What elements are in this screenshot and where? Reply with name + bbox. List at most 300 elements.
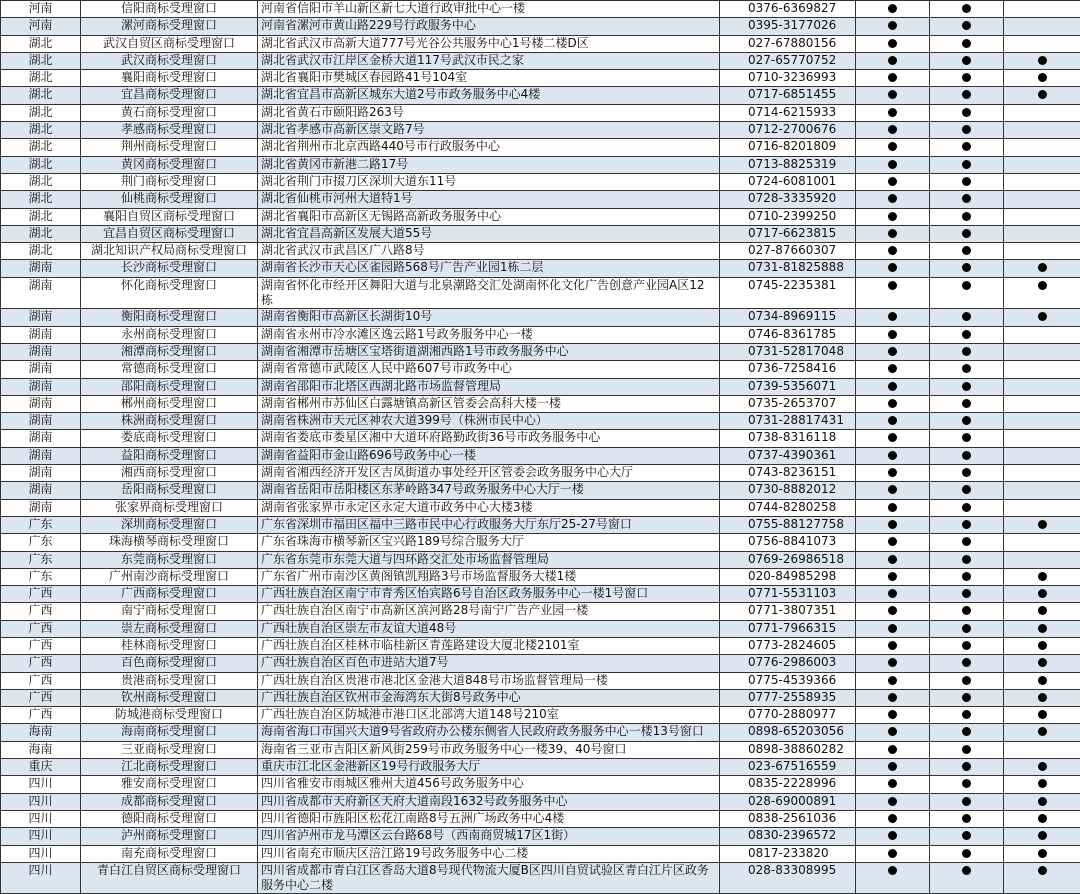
service-mark-cell-1 bbox=[856, 862, 930, 894]
phone-cell: 0717-6851455 bbox=[720, 87, 856, 104]
office-name-cell: 武汉自贸区商标受理窗口 bbox=[81, 35, 258, 52]
phone-cell: 0716-8201809 bbox=[720, 139, 856, 156]
service-mark-cell-3 bbox=[1004, 707, 1080, 724]
service-mark-cell-1 bbox=[856, 104, 930, 121]
bullet-icon bbox=[1038, 641, 1047, 650]
service-mark-cell-1 bbox=[856, 243, 930, 260]
phone-cell: 0739-5356071 bbox=[720, 378, 856, 395]
province-cell: 四川 bbox=[1, 776, 81, 793]
service-mark-cell-1 bbox=[856, 277, 930, 309]
phone-cell: 0735-2653707 bbox=[720, 395, 856, 412]
service-mark-cell-2 bbox=[930, 156, 1004, 173]
office-name-cell: 常德商标受理窗口 bbox=[81, 361, 258, 378]
service-mark-cell-3 bbox=[1004, 637, 1080, 654]
service-mark-cell-3 bbox=[1004, 191, 1080, 208]
address-cell: 河南省信阳市羊山新区新七大道行政审批中心一楼 bbox=[258, 1, 720, 18]
table-row bbox=[1, 361, 1080, 378]
bullet-icon bbox=[1038, 797, 1047, 806]
address-cell: 四川省南充市顺庆区涪江路19号政务服务中心二楼 bbox=[258, 845, 720, 862]
office-name-cell: 湖北知识产权局商标受理窗口 bbox=[81, 243, 258, 260]
bullet-icon bbox=[962, 503, 971, 512]
service-mark-cell-3 bbox=[1004, 104, 1080, 121]
table-row bbox=[1, 776, 1080, 793]
table-row bbox=[1, 759, 1080, 776]
province-cell: 广西 bbox=[1, 655, 81, 672]
province-cell: 湖北 bbox=[1, 243, 81, 260]
service-mark-cell-3 bbox=[1004, 551, 1080, 568]
service-mark-cell-1 bbox=[856, 689, 930, 706]
service-mark-cell-3 bbox=[1004, 208, 1080, 225]
address-cell: 广西壮族自治区桂林市临桂新区青莲路建设大厦北楼2101室 bbox=[258, 637, 720, 654]
bullet-icon bbox=[962, 485, 971, 494]
phone-cell: 0710-3236993 bbox=[720, 70, 856, 87]
service-mark-cell-1 bbox=[856, 776, 930, 793]
bullet-icon bbox=[962, 641, 971, 650]
table-row bbox=[1, 534, 1080, 551]
bullet-icon bbox=[962, 468, 971, 477]
phone-cell: 0769-26986518 bbox=[720, 551, 856, 568]
bullet-icon bbox=[888, 797, 897, 806]
service-mark-cell-3 bbox=[1004, 603, 1080, 620]
bullet-icon bbox=[888, 382, 897, 391]
province-cell: 广东 bbox=[1, 516, 81, 533]
service-mark-cell-3 bbox=[1004, 845, 1080, 862]
phone-cell: 0738-8316118 bbox=[720, 430, 856, 447]
province-cell: 湖北 bbox=[1, 122, 81, 139]
province-cell: 湖南 bbox=[1, 499, 81, 516]
bullet-icon bbox=[962, 229, 971, 238]
service-mark-cell-3 bbox=[1004, 793, 1080, 810]
province-cell: 湖南 bbox=[1, 361, 81, 378]
service-mark-cell-2 bbox=[930, 759, 1004, 776]
province-cell: 湖北 bbox=[1, 208, 81, 225]
address-cell: 湖北省襄阳市樊城区春园路41号104室 bbox=[258, 70, 720, 87]
bullet-icon bbox=[1038, 727, 1047, 736]
address-cell: 湖北省孝感市高新区崇文路7号 bbox=[258, 122, 720, 139]
bullet-icon bbox=[1038, 658, 1047, 667]
province-cell: 广西 bbox=[1, 689, 81, 706]
bullet-icon bbox=[1038, 831, 1047, 840]
service-mark-cell-2 bbox=[930, 1, 1004, 18]
service-mark-cell-3 bbox=[1004, 122, 1080, 139]
office-name-cell: 南宁商标受理窗口 bbox=[81, 603, 258, 620]
province-cell: 广东 bbox=[1, 534, 81, 551]
bullet-icon bbox=[1038, 572, 1047, 581]
bullet-icon bbox=[962, 606, 971, 615]
address-cell: 湖南省常德市武陵区人民中路607号市政务中心 bbox=[258, 361, 720, 378]
province-cell: 四川 bbox=[1, 793, 81, 810]
service-mark-cell-2 bbox=[930, 810, 1004, 827]
bullet-icon bbox=[888, 451, 897, 460]
service-mark-cell-3 bbox=[1004, 361, 1080, 378]
service-mark-cell-3 bbox=[1004, 741, 1080, 758]
province-cell: 湖北 bbox=[1, 52, 81, 69]
bullet-icon bbox=[962, 676, 971, 685]
service-mark-cell-2 bbox=[930, 191, 1004, 208]
bullet-icon bbox=[888, 312, 897, 321]
service-mark-cell-3 bbox=[1004, 87, 1080, 104]
phone-cell: 0771-5531103 bbox=[720, 586, 856, 603]
bullet-icon bbox=[962, 814, 971, 823]
phone-cell: 0898-38860282 bbox=[720, 741, 856, 758]
bullet-icon bbox=[888, 347, 897, 356]
table-row bbox=[1, 637, 1080, 654]
table-row bbox=[1, 603, 1080, 620]
service-mark-cell-2 bbox=[930, 724, 1004, 741]
service-mark-cell-3 bbox=[1004, 139, 1080, 156]
phone-cell: 0777-2558935 bbox=[720, 689, 856, 706]
office-name-cell: 怀化商标受理窗口 bbox=[81, 277, 258, 309]
province-cell: 海南 bbox=[1, 724, 81, 741]
service-mark-cell-1 bbox=[856, 845, 930, 862]
province-cell: 广东 bbox=[1, 551, 81, 568]
service-mark-cell-2 bbox=[930, 672, 1004, 689]
service-mark-cell-2 bbox=[930, 707, 1004, 724]
service-mark-cell-3 bbox=[1004, 35, 1080, 52]
office-name-cell: 黄冈商标受理窗口 bbox=[81, 156, 258, 173]
table-row bbox=[1, 620, 1080, 637]
bullet-icon bbox=[1038, 779, 1047, 788]
bullet-icon bbox=[1038, 866, 1047, 875]
bullet-icon bbox=[888, 831, 897, 840]
office-name-cell: 娄底商标受理窗口 bbox=[81, 430, 258, 447]
address-cell: 湖北省宜昌市高新区城东大道2号市政务服务中心4楼 bbox=[258, 87, 720, 104]
service-mark-cell-2 bbox=[930, 260, 1004, 277]
service-mark-cell-3 bbox=[1004, 52, 1080, 69]
service-mark-cell-1 bbox=[856, 724, 930, 741]
office-name-cell: 三亚商标受理窗口 bbox=[81, 741, 258, 758]
bullet-icon bbox=[888, 39, 897, 48]
bullet-icon bbox=[888, 503, 897, 512]
phone-cell: 0713-8825319 bbox=[720, 156, 856, 173]
service-mark-cell-2 bbox=[930, 243, 1004, 260]
bullet-icon bbox=[962, 56, 971, 65]
service-mark-cell-1 bbox=[856, 551, 930, 568]
phone-cell: 0376-6369827 bbox=[720, 1, 856, 18]
service-mark-cell-2 bbox=[930, 862, 1004, 894]
phone-cell: 028-83308995 bbox=[720, 862, 856, 894]
bullet-icon bbox=[888, 658, 897, 667]
address-cell: 广东省深圳市福田区福中三路市民中心行政服务大厅东厅25-27号窗口 bbox=[258, 516, 720, 533]
province-cell: 广西 bbox=[1, 586, 81, 603]
phone-cell: 0736-7258416 bbox=[720, 361, 856, 378]
office-name-cell: 永州商标受理窗口 bbox=[81, 326, 258, 343]
service-mark-cell-3 bbox=[1004, 482, 1080, 499]
service-mark-cell-1 bbox=[856, 413, 930, 430]
address-cell: 广西壮族自治区钦州市金海湾东大街8号政务中心 bbox=[258, 689, 720, 706]
phone-cell: 0838-2561036 bbox=[720, 810, 856, 827]
service-mark-cell-3 bbox=[1004, 156, 1080, 173]
table-row bbox=[1, 413, 1080, 430]
address-cell: 四川省德阳市旌阳区松花江南路8号五洲广场政务中心4楼 bbox=[258, 810, 720, 827]
service-mark-cell-2 bbox=[930, 52, 1004, 69]
office-name-cell: 广州南沙商标受理窗口 bbox=[81, 568, 258, 585]
bullet-icon bbox=[962, 160, 971, 169]
province-cell: 广西 bbox=[1, 707, 81, 724]
bullet-icon bbox=[1038, 814, 1047, 823]
province-cell: 四川 bbox=[1, 810, 81, 827]
address-cell: 湖南省株洲市天元区神农大道399号（株洲市民中心） bbox=[258, 413, 720, 430]
service-mark-cell-1 bbox=[856, 620, 930, 637]
service-mark-cell-1 bbox=[856, 741, 930, 758]
office-name-cell: 青白江自贸区商标受理窗口 bbox=[81, 862, 258, 894]
address-cell: 湖北省黄冈市新港二路17号 bbox=[258, 156, 720, 173]
service-mark-cell-3 bbox=[1004, 326, 1080, 343]
bullet-icon bbox=[962, 624, 971, 633]
province-cell: 湖南 bbox=[1, 309, 81, 326]
service-mark-cell-3 bbox=[1004, 568, 1080, 585]
service-mark-cell-3 bbox=[1004, 689, 1080, 706]
service-mark-cell-1 bbox=[856, 156, 930, 173]
bullet-icon bbox=[888, 555, 897, 564]
phone-cell: 0775-4539366 bbox=[720, 672, 856, 689]
bullet-icon bbox=[1038, 693, 1047, 702]
bullet-icon bbox=[962, 589, 971, 598]
address-cell: 湖北省荆门市掇刀区深圳大道东11号 bbox=[258, 173, 720, 190]
bullet-icon bbox=[962, 194, 971, 203]
province-cell: 海南 bbox=[1, 741, 81, 758]
phone-cell: 0773-2824605 bbox=[720, 637, 856, 654]
table-row bbox=[1, 707, 1080, 724]
office-name-cell: 崇左商标受理窗口 bbox=[81, 620, 258, 637]
service-mark-cell-3 bbox=[1004, 1, 1080, 18]
phone-cell: 0830-2396572 bbox=[720, 828, 856, 845]
service-mark-cell-1 bbox=[856, 139, 930, 156]
office-name-cell: 海南商标受理窗口 bbox=[81, 724, 258, 741]
table-row bbox=[1, 139, 1080, 156]
office-name-cell: 黄石商标受理窗口 bbox=[81, 104, 258, 121]
phone-cell: 0734-8969115 bbox=[720, 309, 856, 326]
phone-cell: 0776-2986003 bbox=[720, 655, 856, 672]
service-mark-cell-2 bbox=[930, 225, 1004, 242]
address-cell: 广东省广州市南沙区黄阁镇凯翔路3号市场监督服务大楼1楼 bbox=[258, 568, 720, 585]
phone-cell: 023-67516559 bbox=[720, 759, 856, 776]
bullet-icon bbox=[1038, 520, 1047, 529]
bullet-icon bbox=[962, 90, 971, 99]
table-row bbox=[1, 395, 1080, 412]
service-mark-cell-2 bbox=[930, 378, 1004, 395]
service-mark-cell-1 bbox=[856, 793, 930, 810]
bullet-icon bbox=[962, 693, 971, 702]
bullet-icon bbox=[962, 866, 971, 875]
office-name-cell: 德阳商标受理窗口 bbox=[81, 810, 258, 827]
bullet-icon bbox=[888, 212, 897, 221]
table-row bbox=[1, 122, 1080, 139]
bullet-icon bbox=[888, 177, 897, 186]
office-name-cell: 荆门商标受理窗口 bbox=[81, 173, 258, 190]
table-row bbox=[1, 551, 1080, 568]
bullet-icon bbox=[962, 416, 971, 425]
bullet-icon bbox=[888, 520, 897, 529]
bullet-icon bbox=[888, 468, 897, 477]
province-cell: 湖北 bbox=[1, 225, 81, 242]
service-mark-cell-3 bbox=[1004, 516, 1080, 533]
address-cell: 河南省漯河市黄山路229号行政服务中心 bbox=[258, 18, 720, 35]
bullet-icon bbox=[888, 641, 897, 650]
province-cell: 湖北 bbox=[1, 70, 81, 87]
office-name-cell: 广西商标受理窗口 bbox=[81, 586, 258, 603]
service-mark-cell-3 bbox=[1004, 810, 1080, 827]
address-cell: 湖北省仙桃市河州大道特1号 bbox=[258, 191, 720, 208]
phone-cell: 0737-4390361 bbox=[720, 447, 856, 464]
office-name-cell: 泸州商标受理窗口 bbox=[81, 828, 258, 845]
bullet-icon bbox=[888, 73, 897, 82]
province-cell: 河南 bbox=[1, 1, 81, 18]
bullet-icon bbox=[962, 73, 971, 82]
bullet-icon bbox=[1038, 589, 1047, 598]
service-mark-cell-1 bbox=[856, 208, 930, 225]
province-cell: 湖北 bbox=[1, 191, 81, 208]
phone-cell: 0744-8280258 bbox=[720, 499, 856, 516]
table-row bbox=[1, 326, 1080, 343]
address-cell: 湖南省湘西经济开发区吉凤街道办事处经开区管委会政务服务中心大厅 bbox=[258, 465, 720, 482]
phone-cell: 027-65770752 bbox=[720, 52, 856, 69]
service-mark-cell-1 bbox=[856, 309, 930, 326]
office-name-cell: 江北商标受理窗口 bbox=[81, 759, 258, 776]
table-row bbox=[1, 482, 1080, 499]
bullet-icon bbox=[962, 779, 971, 788]
province-cell: 广东 bbox=[1, 568, 81, 585]
table-row bbox=[1, 87, 1080, 104]
province-cell: 四川 bbox=[1, 828, 81, 845]
phone-cell: 027-87660307 bbox=[720, 243, 856, 260]
service-mark-cell-2 bbox=[930, 447, 1004, 464]
service-mark-cell-1 bbox=[856, 516, 930, 533]
service-mark-cell-3 bbox=[1004, 260, 1080, 277]
bullet-icon bbox=[888, 142, 897, 151]
phone-cell: 028-69000891 bbox=[720, 793, 856, 810]
office-name-cell: 防城港商标受理窗口 bbox=[81, 707, 258, 724]
service-mark-cell-2 bbox=[930, 741, 1004, 758]
service-mark-cell-2 bbox=[930, 499, 1004, 516]
address-cell: 海南省海口市国兴大道9号省政府办公楼东侧省人民政府政务服务中心一楼13号窗口 bbox=[258, 724, 720, 741]
service-mark-cell-2 bbox=[930, 482, 1004, 499]
service-mark-cell-1 bbox=[856, 343, 930, 360]
service-mark-cell-1 bbox=[856, 637, 930, 654]
province-cell: 湖南 bbox=[1, 277, 81, 309]
service-mark-cell-2 bbox=[930, 430, 1004, 447]
address-cell: 四川省雅安市雨城区雅州大道456号政务服务中心 bbox=[258, 776, 720, 793]
address-cell: 湖南省娄底市娄星区湘中大道环府路勤政街36号市政务服务中心 bbox=[258, 430, 720, 447]
service-mark-cell-1 bbox=[856, 52, 930, 69]
province-cell: 湖北 bbox=[1, 87, 81, 104]
province-cell: 四川 bbox=[1, 862, 81, 894]
address-cell: 湖南省张家界市永定区永定大道市政务中心大楼3楼 bbox=[258, 499, 720, 516]
bullet-icon bbox=[962, 177, 971, 186]
table-row bbox=[1, 1, 1080, 18]
office-name-cell: 益阳商标受理窗口 bbox=[81, 447, 258, 464]
address-cell: 湖南省岳阳市岳阳楼区东茅岭路347号政务服务中心大厅一楼 bbox=[258, 482, 720, 499]
service-mark-cell-2 bbox=[930, 35, 1004, 52]
bullet-icon bbox=[962, 849, 971, 858]
service-mark-cell-1 bbox=[856, 1, 930, 18]
office-name-cell: 襄阳自贸区商标受理窗口 bbox=[81, 208, 258, 225]
bullet-icon bbox=[888, 330, 897, 339]
province-cell: 河南 bbox=[1, 18, 81, 35]
province-cell: 湖北 bbox=[1, 139, 81, 156]
service-mark-cell-2 bbox=[930, 603, 1004, 620]
bullet-icon bbox=[888, 229, 897, 238]
address-cell: 湖北省荆州市北京西路440号市行政服务中心 bbox=[258, 139, 720, 156]
phone-cell: 0714-6215933 bbox=[720, 104, 856, 121]
bullet-icon bbox=[962, 727, 971, 736]
table-row bbox=[1, 465, 1080, 482]
bullet-icon bbox=[888, 849, 897, 858]
service-mark-cell-3 bbox=[1004, 586, 1080, 603]
bullet-icon bbox=[888, 125, 897, 134]
office-name-cell: 信阳商标受理窗口 bbox=[81, 1, 258, 18]
bullet-icon bbox=[1038, 676, 1047, 685]
phone-cell: 0755-88127758 bbox=[720, 516, 856, 533]
address-cell: 四川省成都市青白江区香岛大道8号现代物流大厦B区四川自贸试验区青白江片区政务服务中心二楼 bbox=[258, 862, 720, 894]
bullet-icon bbox=[1038, 56, 1047, 65]
table-row bbox=[1, 18, 1080, 35]
service-mark-cell-1 bbox=[856, 225, 930, 242]
bullet-icon bbox=[962, 21, 971, 30]
bullet-icon bbox=[962, 399, 971, 408]
service-mark-cell-3 bbox=[1004, 430, 1080, 447]
province-cell: 湖南 bbox=[1, 447, 81, 464]
service-mark-cell-1 bbox=[856, 260, 930, 277]
service-mark-cell-1 bbox=[856, 482, 930, 499]
service-mark-cell-2 bbox=[930, 343, 1004, 360]
address-cell: 湖南省衡阳市高新区长湖街10号 bbox=[258, 309, 720, 326]
service-mark-cell-2 bbox=[930, 534, 1004, 551]
service-mark-cell-2 bbox=[930, 277, 1004, 309]
service-mark-cell-3 bbox=[1004, 447, 1080, 464]
phone-cell: 0745-2235381 bbox=[720, 277, 856, 309]
office-name-cell: 襄阳商标受理窗口 bbox=[81, 70, 258, 87]
office-name-cell: 宜昌自贸区商标受理窗口 bbox=[81, 225, 258, 242]
phone-cell: 0730-8882012 bbox=[720, 482, 856, 499]
province-cell: 湖南 bbox=[1, 326, 81, 343]
province-cell: 湖南 bbox=[1, 482, 81, 499]
phone-cell: 020-84985298 bbox=[720, 568, 856, 585]
phone-cell: 0746-8361785 bbox=[720, 326, 856, 343]
bullet-icon bbox=[962, 555, 971, 564]
address-cell: 湖南省邵阳市北塔区西湖北路市场监督管理局 bbox=[258, 378, 720, 395]
service-mark-cell-2 bbox=[930, 828, 1004, 845]
bullet-icon bbox=[962, 39, 971, 48]
address-cell: 湖北省武汉市武昌区广八路8号 bbox=[258, 243, 720, 260]
bullet-icon bbox=[888, 693, 897, 702]
service-mark-cell-3 bbox=[1004, 395, 1080, 412]
table-row bbox=[1, 793, 1080, 810]
bullet-icon bbox=[1038, 849, 1047, 858]
office-name-cell: 张家界商标受理窗口 bbox=[81, 499, 258, 516]
bullet-icon bbox=[962, 451, 971, 460]
address-cell: 湖北省襄阳市高新区无锡路高新政务服务中心 bbox=[258, 208, 720, 225]
bullet-icon bbox=[888, 21, 897, 30]
service-mark-cell-1 bbox=[856, 70, 930, 87]
bullet-icon bbox=[1038, 762, 1047, 771]
office-name-cell: 桂林商标受理窗口 bbox=[81, 637, 258, 654]
service-mark-cell-2 bbox=[930, 776, 1004, 793]
province-cell: 广西 bbox=[1, 620, 81, 637]
service-mark-cell-3 bbox=[1004, 70, 1080, 87]
service-mark-cell-3 bbox=[1004, 724, 1080, 741]
service-mark-cell-2 bbox=[930, 551, 1004, 568]
table-row bbox=[1, 309, 1080, 326]
table-row bbox=[1, 260, 1080, 277]
table-row bbox=[1, 378, 1080, 395]
service-mark-cell-1 bbox=[856, 87, 930, 104]
bullet-icon bbox=[1038, 281, 1047, 290]
service-mark-cell-3 bbox=[1004, 243, 1080, 260]
service-mark-cell-1 bbox=[856, 35, 930, 52]
service-mark-cell-1 bbox=[856, 655, 930, 672]
office-name-cell: 深圳商标受理窗口 bbox=[81, 516, 258, 533]
